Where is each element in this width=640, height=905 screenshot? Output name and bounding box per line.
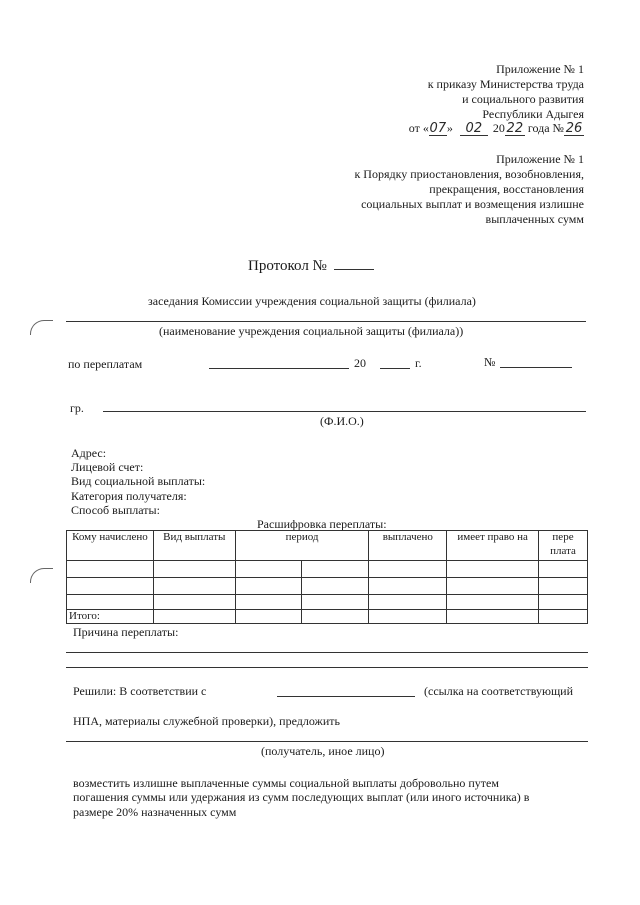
date-month: 02 [460,122,488,136]
table-caption: Расшифровка переплаты: [257,517,387,531]
header-recipient: Кому начислено [67,531,154,561]
institution-caption: (наименование учреждения социальной защиты (филиала)) [159,324,464,338]
account-label: Лицевой счет: [71,460,144,474]
date-day: 07 [429,121,447,136]
table-row [67,595,588,610]
method-label: Способ выплаты: [71,503,160,517]
attachment1-line2: к приказу Министерства труда [427,77,584,91]
year-label: 20 [354,356,366,370]
date-prefix: от « [408,121,429,135]
attachment2-line2: к Порядку приостановления, возобновления, [354,167,584,181]
date-mid: » [446,121,453,135]
punch-mark [30,320,53,335]
attachment1-line1: Приложение № 1 [496,62,584,76]
header-paid: выплачено [369,531,447,561]
header-entitled: имеет право на [447,531,539,561]
attachment2-line4: социальных выплат и возмещения излишне [361,197,584,211]
meeting-line: заседания Комиссии учреждения социальной защиты (филиала) [148,294,476,308]
date-blank [209,368,349,369]
table-row [67,578,588,595]
protocol-title [248,257,374,276]
table-total-row [67,610,588,624]
punch-mark-2 [30,568,53,583]
citizen-blank [103,411,586,412]
reason-blank-1 [66,652,588,653]
table-header-row [67,531,588,561]
protocol-number-blank [334,269,374,270]
year-blank [380,368,410,369]
overpayment-table [66,530,588,624]
decision-text1: возместить излишне выплаченные суммы социальной выплаты добровольно путем [73,776,499,790]
recipient-caption: (получатель, иное лицо) [261,744,385,758]
fio-caption: (Ф.И.О.) [320,414,364,428]
number-label: года № [527,121,564,135]
overpayments-label: по переплатам [68,357,143,371]
decision-text2: погашения суммы или удержания из сумм последующих выплат (или иного источника) в [73,790,530,804]
attachment1-line3: и социального развития [462,92,584,106]
header-payment-type: Вид выплаты [153,531,235,561]
attachment2-line5: выплаченных сумм [485,212,584,226]
payment-type-label: Вид социальной выплаты: [71,474,206,488]
citizen-label: гр. [70,401,84,415]
header-overpayment: пере плата [539,531,588,561]
table-row [67,561,588,578]
decision-ref-note: (ссылка на соответствующий [424,684,574,698]
reason-blank-2 [66,667,588,668]
date-year-suffix: 22 [506,121,524,136]
institution-blank [66,321,586,322]
order-number: 26 [565,121,583,136]
attachment2-line1: Приложение № 1 [496,152,584,166]
attachment2-line3: прекращения, восстановления [429,182,584,196]
date-year-prefix: 20 [492,121,505,135]
decision-line2: НПА, материалы служебной проверки), предложить [73,714,340,728]
total-label: Итого: [67,610,154,624]
reason-label: Причина переплаты: [73,625,179,639]
recipient-blank [66,741,588,742]
decision-text3: размере 20% назначенных сумм [73,805,237,819]
category-label: Категория получателя: [71,489,187,503]
attachment1-date-line [409,121,584,136]
year-unit: г. [415,356,422,370]
number-sign: № [484,355,496,369]
attachment1-line4: Республики Адыгея [482,107,584,121]
number-blank [500,367,572,368]
protocol-title-text: Протокол № [248,258,327,274]
header-period: период [235,531,369,561]
address-label: Адрес: [71,446,107,460]
decision-label: Решили: В соответствии с [73,684,207,698]
decision-ref-blank [277,696,415,697]
